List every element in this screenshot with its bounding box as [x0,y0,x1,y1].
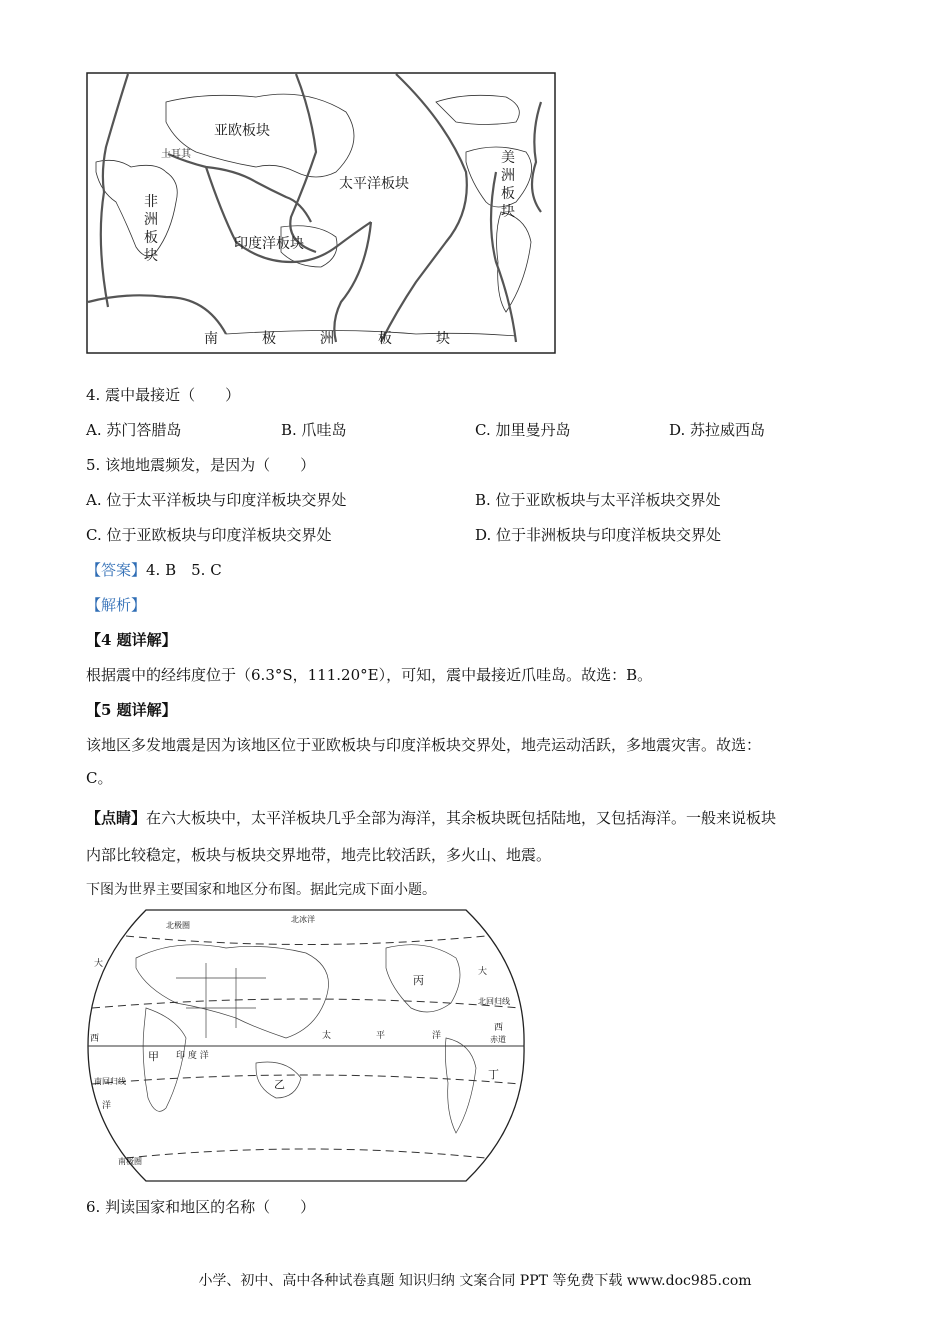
answer-text: 4. B 5. C [146,561,222,579]
detail-5-text-line1: 该地区多发地震是因为该地区位于亚欧板块与印度洋板块交界处，地壳运动活跃，多地震灾害。故选： [86,736,762,754]
tip-line1 [86,808,776,828]
page-footer: 小学、初中、高中各种试卷真题 知识归纳 文案合同 PPT 等免费下载 www.doc985.com [198,1273,752,1289]
label-jia: 甲 [148,1050,159,1063]
detail-5-tag: 【5 题详解】 [86,701,177,719]
tip-text-line2: 内部比较稳定，板块与板块交界地带，地壳比较活跃，多火山、地震。 [86,846,552,864]
question-4-option-b: B. 爪哇岛 [281,421,347,439]
label-eurasian-plate: 亚欧板块 [214,123,270,139]
label-ding: 丁 [488,1068,499,1081]
world-countries-map [86,908,526,1183]
label-indian-ocean: 印 度 洋 [176,1051,209,1061]
tip-tag: 【点睛】 [86,809,147,827]
question-4-option-c: C. 加里曼丹岛 [475,421,571,439]
label-american-4: 块 [501,204,515,220]
detail-4-tag: 【4 题详解】 [86,631,177,649]
question-6-stem: 6. 判读国家和地区的名称（ ） [86,1198,316,1216]
label-da-right: 大 [478,967,488,977]
label-antarctic-circle: 南极圈 [118,1157,142,1166]
map2-intro: 下图为世界主要国家和地区分布图。据此完成下面小题。 [86,882,436,898]
question-5-option-d: D. 位于非洲板块与印度洋板块交界处 [475,526,722,544]
tip-text-line1: 在六大板块中，太平洋板块几乎全部为海洋，其余板块既包括陆地，又包括海洋。一般来说板块 [146,809,777,827]
label-pacific-3: 洋 [432,1031,442,1041]
label-american-1: 美 [501,150,515,166]
label-antarctic-5: 块 [436,331,450,347]
label-west-right: 西 [494,1023,504,1033]
label-da-left: 大 [94,959,104,969]
label-pacific-2: 平 [376,1031,386,1041]
label-antarctic-3: 洲 [320,331,334,347]
label-yi: 乙 [274,1078,285,1091]
label-indian-plate: 印度洋板块 [234,236,304,252]
label-african-4: 块 [144,248,158,264]
label-tropic-south: 南回归线 [94,1077,126,1086]
label-arctic-circle: 北极圈 [166,921,190,930]
label-antarctic-2: 极 [262,331,276,347]
label-tropic-north: 北回归线 [478,997,510,1006]
label-african-2: 洲 [144,212,158,228]
analysis-tag: 【解析】 [86,596,147,614]
detail-4-text: 根据震中的经纬度位于（6.3°S，111.20°E），可知，震中最接近爪哇岛。故选：B。 [86,666,653,684]
label-american-2: 洲 [501,168,515,184]
detail-5-text-line2: C。 [86,769,113,787]
label-african-1: 非 [144,194,158,210]
question-5-stem: 5. 该地地震频发，是因为（ ） [86,456,316,474]
question-5-option-b: B. 位于亚欧板块与太平洋板块交界处 [475,491,721,509]
plate-map [86,72,556,354]
question-5-option-c: C. 位于亚欧板块与印度洋板块交界处 [86,526,332,544]
answer-tag: 【答案】 [86,561,147,579]
label-african-3: 板 [144,230,158,246]
label-arctic-ocean: 北冰洋 [291,915,315,924]
question-4-option-a: A. 苏门答腊岛 [86,421,182,439]
question-5-option-a: A. 位于太平洋板块与印度洋板块交界处 [86,491,347,509]
question-4-stem: 4. 震中最接近（ ） [86,386,241,404]
label-turkey: 土耳其 [161,149,191,160]
label-pacific-1: 太 [322,1031,332,1041]
label-american-3: 板 [501,186,515,202]
label-west-left: 西 [90,1034,100,1044]
label-antarctic-1: 南 [204,331,218,347]
question-4-option-d: D. 苏拉威西岛 [669,421,766,439]
label-bing: 丙 [413,974,424,987]
label-equator: 赤道 [490,1035,506,1044]
label-antarctic-4: 板 [378,331,392,347]
label-yang: 洋 [102,1101,112,1111]
label-pacific-plate: 太平洋板块 [339,176,409,192]
answer-line [86,560,222,580]
